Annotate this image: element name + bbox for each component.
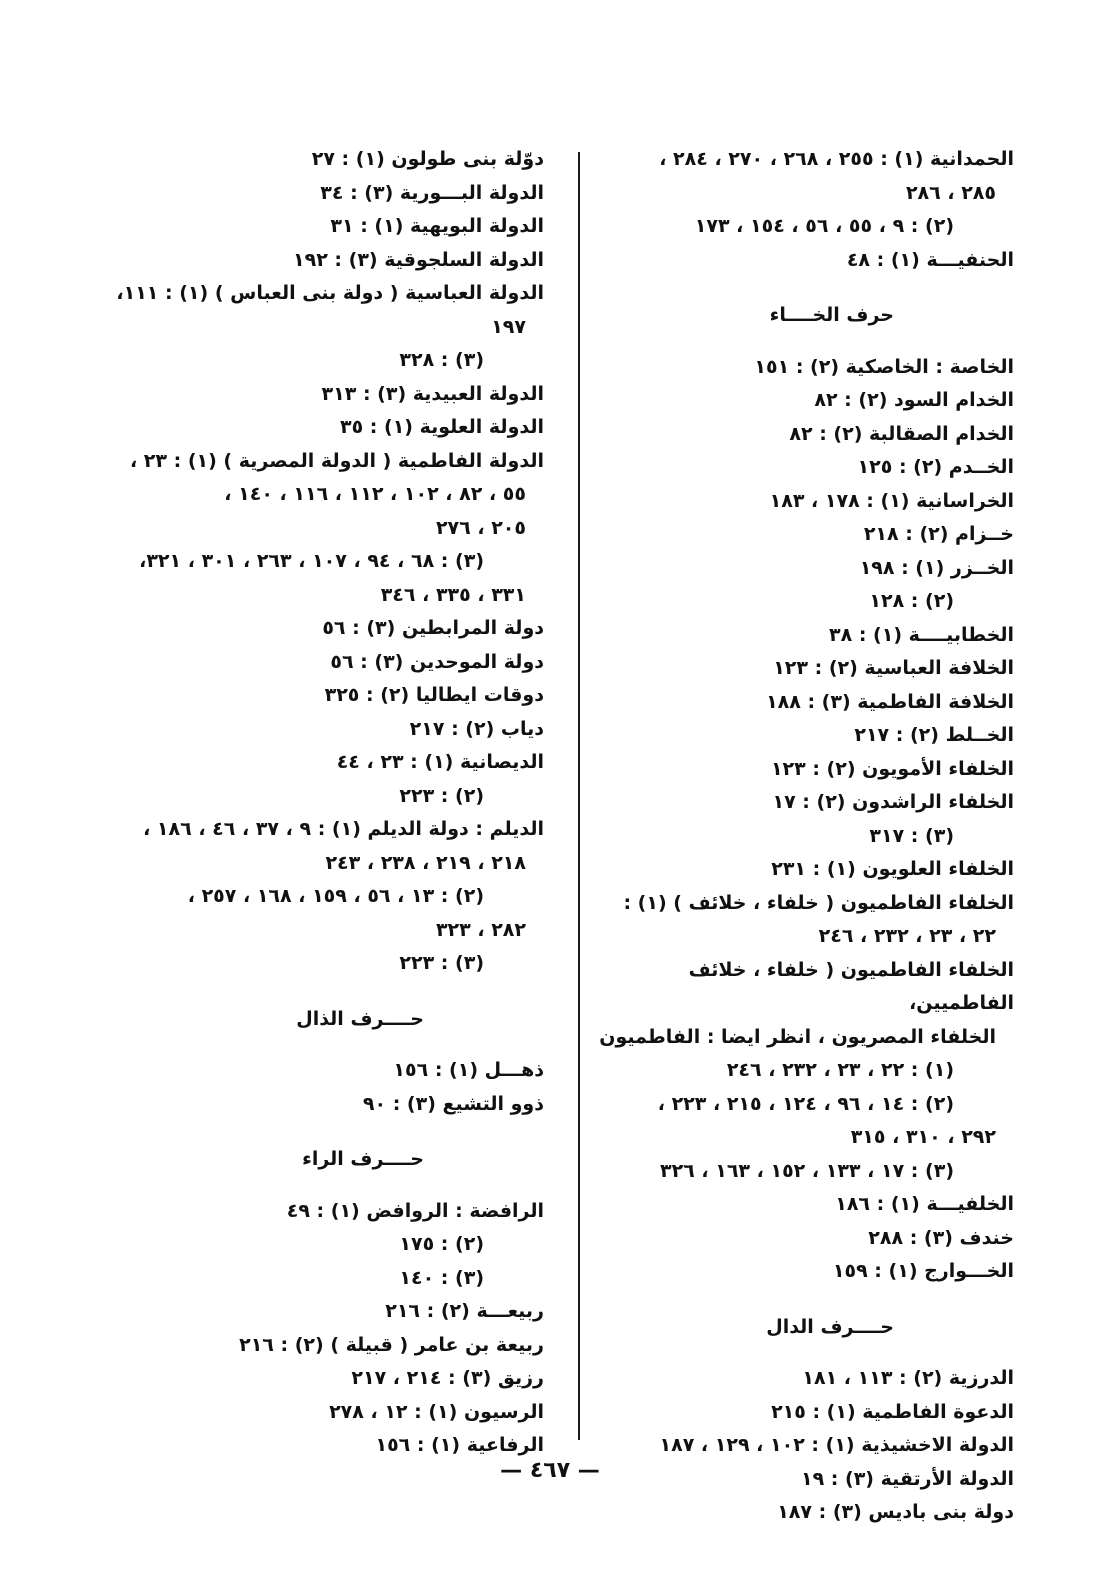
entry-term: دولة الموحدين (٣) : ٥٦ (330, 650, 544, 673)
entry-term: الخـــوارج (١) : ١٥٩ (832, 1260, 1014, 1282)
index-entry (99, 746, 544, 813)
entry-term: الدولة الفاطمية ( الدولة المصرية ) (١) : ٢٣ ، (129, 449, 544, 472)
index-entry (594, 451, 1014, 485)
entry-term: الحمدانية (١) : ٢٥٥ ، ٢٦٨ ، ٢٧٠ ، ٢٨٤ ، (659, 148, 1014, 170)
entry-continuation: (٢) : ١٢٨ (869, 590, 954, 612)
index-entry (99, 813, 544, 981)
index-entry (594, 887, 1014, 954)
entry-continuation: (٣) : ٦٨ ، ٩٤ ، ١٠٧ ، ٢٦٣ ، ٣٠١ ، ٣٢١، (139, 550, 484, 572)
index-entry (594, 518, 1014, 552)
page-number: — ٤٦٧ — (500, 1458, 600, 1483)
index-entry (594, 384, 1014, 418)
entry-term: الدرزية (٢) : ١١٣ ، ١٨١ (802, 1367, 1014, 1389)
entry-term: الخدام الصقالبة (٢) : ٨٢ (789, 422, 1014, 445)
index-entry (99, 679, 544, 713)
index-entry (99, 411, 544, 445)
entries-block-3 (99, 1195, 544, 1463)
entries-block-1 (99, 143, 544, 981)
entry-term: الخــزر (١) : ١٩٨ (859, 556, 1014, 579)
index-entry (594, 351, 1014, 385)
index-entry (594, 954, 1014, 1189)
entry-continuation: (٢) : ٢٢٣ (399, 784, 484, 807)
index-entry (99, 210, 544, 244)
index-entry (594, 753, 1014, 787)
entry-term: دياب (٢) : ٢١٧ (409, 717, 544, 740)
index-entry (594, 1496, 1014, 1530)
index-entry (99, 244, 544, 278)
index-entry (99, 612, 544, 646)
index-entry (99, 1362, 544, 1396)
entry-term: الدولة السلجوقية (٣) : ١٩٢ (293, 248, 544, 271)
index-entry (99, 1396, 544, 1430)
entry-continuation: (٣) : ٣٢٨ (399, 349, 484, 371)
entry-term: الدولة العلوية (١) : ٣٥ (339, 416, 544, 438)
index-entry (594, 652, 1014, 686)
entry-term: ذهـــل (١) : ١٥٦ (393, 1059, 544, 1081)
index-entry (594, 686, 1014, 720)
index-entry (594, 619, 1014, 653)
entry-term: خندف (٣) : ٢٨٨ (868, 1226, 1014, 1249)
index-entry (594, 786, 1014, 853)
entry-term: الخلفاء الراشدون (٢) : ١٧ (772, 791, 1014, 813)
index-entry (99, 1329, 544, 1363)
section-heading-ra: حــــرف الراء (302, 1148, 424, 1170)
index-entry (99, 1054, 544, 1088)
entry-term: الخدام السود (٢) : ٨٢ (814, 389, 1014, 411)
entry-term: الدولة البويهية (١) : ٣١ (330, 215, 544, 237)
section-heading-dal: حــــرف الدال (766, 1315, 894, 1338)
entry-term: الخلفاء العلويون (١) : ٢٣١ (771, 858, 1014, 880)
entry-continuation: ٢٠٥ ، ٢٧٦ (435, 516, 526, 539)
entry-term: الخلفاء الأمويون (٢) : ١٢٣ (770, 757, 1014, 780)
entry-term: الدعوة الفاطمية (١) : ٢١٥ (771, 1400, 1014, 1423)
index-entry (99, 177, 544, 211)
index-entry (99, 646, 544, 680)
entry-continuation: الخلفاء المصريون ، انظر ايضا : الفاطميون (599, 1025, 996, 1048)
entries-block-1 (594, 143, 1014, 277)
index-entry (594, 1396, 1014, 1430)
entry-term: الحنفيـــة (١) : ٤٨ (846, 248, 1014, 271)
entry-continuation: ٢٢ ، ٢٣ ، ٢٣٢ ، ٢٤٦ (818, 925, 996, 947)
entry-term: دوقات ايطاليا (٢) : ٣٢٥ (324, 684, 544, 706)
index-entry (594, 1188, 1014, 1222)
entry-term: الخاصة : الخاصكية (٢) : ١٥١ (754, 355, 1014, 378)
index-entry (594, 719, 1014, 753)
entry-term: رزيق (٣) : ٢١٤ ، ٢١٧ (351, 1367, 544, 1389)
entry-continuation: ٣٣١ ، ٣٣٥ ، ٣٤٦ (380, 583, 526, 606)
entry-term: الخلافة الفاطمية (٣) : ١٨٨ (766, 690, 1014, 713)
index-entry (99, 713, 544, 747)
entry-term: الرافضة : الروافض (١) : ٤٩ (286, 1199, 544, 1222)
entry-term: الدولة العبيدية (٣) : ٣١٣ (321, 382, 544, 405)
index-entry (594, 143, 1014, 244)
entry-continuation: ١٩٧ (491, 315, 526, 338)
index-entry (99, 1088, 544, 1122)
entries-block-3 (594, 1362, 1014, 1530)
entry-term: الديلم : دولة الديلم (١) : ٩ ، ٣٧ ، ٤٦ ، ١٨٦ ، (143, 818, 544, 840)
entry-continuation: ٢٨٥ ، ٢٨٦ (905, 181, 996, 204)
entry-continuation: (٣) : ١٤٠ (399, 1266, 484, 1289)
index-entry (99, 1295, 544, 1329)
entries-block-2 (99, 1054, 544, 1121)
index-entry (99, 378, 544, 412)
index-entry (594, 485, 1014, 519)
entry-term: الخلافة العباسية (٢) : ١٢٣ (773, 657, 1014, 679)
entry-continuation: (٢) : ١٣ ، ٥٦ ، ١٥٩ ، ١٦٨ ، ٢٥٧ ، (187, 885, 484, 907)
entry-term: الدولة الأرتقية (٣) : ١٩ (800, 1467, 1014, 1490)
entry-continuation: (١) : ٢٢ ، ٢٣ ، ٢٣٢ ، ٢٤٦ (726, 1059, 954, 1081)
index-entry (594, 853, 1014, 887)
entry-term: خــزام (٢) : ٢١٨ (863, 523, 1014, 545)
entry-continuation: (٢) : ١٤ ، ٩٦ ، ١٢٤ ، ٢١٥ ، ٢٢٣ ، (657, 1092, 954, 1115)
entry-term: الدولة الاخشيذية (١) : ١٠٢ ، ١٢٩ ، ١٨٧ (659, 1434, 1014, 1456)
entry-term: الخطابيــــة (١) : ٣٨ (829, 623, 1014, 646)
entry-term: الخــدم (٢) : ١٢٥ (857, 456, 1014, 478)
entry-term: دولة المرابطين (٣) : ٥٦ (322, 617, 544, 639)
entry-continuation: (٣) : ٣١٧ (869, 824, 954, 847)
index-entry (99, 1195, 544, 1296)
index-entry (99, 143, 544, 177)
entry-continuation: (٣) : ٢٢٣ (399, 952, 484, 974)
section-heading-kha: حرف الخــــاء (769, 304, 894, 326)
section-heading-dhal: حــــرف الذال (296, 1007, 424, 1030)
entry-continuation: (٢) : ٩ ، ٥٥ ، ٥٦ ، ١٥٤ ، ١٧٣ (694, 215, 954, 237)
index-entry (99, 277, 544, 378)
left-column (99, 143, 544, 1463)
entry-term: الخراسانية (١) : ١٧٨ ، ١٨٣ (769, 489, 1014, 512)
entry-term: الخــلط (٢) : ٢١٧ (854, 724, 1014, 746)
entry-term: الرفاعية (١) : ١٥٦ (375, 1434, 544, 1456)
entry-term: دولة بنى باديس (٣) : ١٨٧ (777, 1501, 1014, 1523)
entry-term: الخلفيـــة (١) : ١٨٦ (835, 1193, 1014, 1215)
entries-block-2 (594, 351, 1014, 1289)
entry-term: الدولة البـــورية (٣) : ٣٤ (320, 181, 544, 204)
index-entry (594, 244, 1014, 278)
entry-continuation: (٢) : ١٧٥ (399, 1233, 484, 1255)
entry-term: الخلفاء الفاطميون ( خلفاء ، خلائف الفاطميين، (688, 958, 1014, 1014)
entry-term: دوّلة بنى طولون (١) : ٢٧ (311, 148, 544, 170)
entry-continuation: ٢٨٢ ، ٣٢٣ (435, 918, 526, 941)
right-column (594, 143, 1014, 1530)
index-entry (99, 445, 544, 613)
index-entry (594, 1362, 1014, 1396)
entry-term: ربيعـــة (٢) : ٢١٦ (385, 1300, 544, 1322)
entry-continuation: ٥٥ ، ٨٢ ، ١٠٢ ، ١١٢ ، ١١٦ ، ١٤٠ ، (224, 483, 526, 505)
entry-continuation: (٣) : ١٧ ، ١٣٣ ، ١٥٢ ، ١٦٣ ، ٣٢٦ (659, 1159, 954, 1182)
index-entry (594, 1255, 1014, 1289)
entry-term: الديصانية (١) : ٢٣ ، ٤٤ (336, 751, 544, 773)
entry-term: ذوو التشيع (٣) : ٩٠ (362, 1092, 544, 1115)
entry-term: الخلفاء الفاطميون ( خلفاء ، خلائف ) (١) : (623, 891, 1014, 914)
entry-term: ربيعة بن عامر ( قبيلة ) (٢) : ٢١٦ (239, 1333, 544, 1356)
entry-continuation: ٢١٨ ، ٢١٩ ، ٢٣٨ ، ٢٤٣ (325, 851, 526, 874)
index-entry (594, 1222, 1014, 1256)
column-divider (578, 152, 580, 1440)
entry-continuation: ٢٩٢ ، ٣١٠ ، ٣١٥ (850, 1126, 996, 1148)
index-entry (594, 418, 1014, 452)
entry-term: الدولة العباسية ( دولة بنى العباس ) (١) : ١١١، (116, 282, 544, 304)
index-entry (594, 552, 1014, 619)
entry-term: الرسيون (١) : ١٢ ، ٢٧٨ (329, 1400, 544, 1423)
